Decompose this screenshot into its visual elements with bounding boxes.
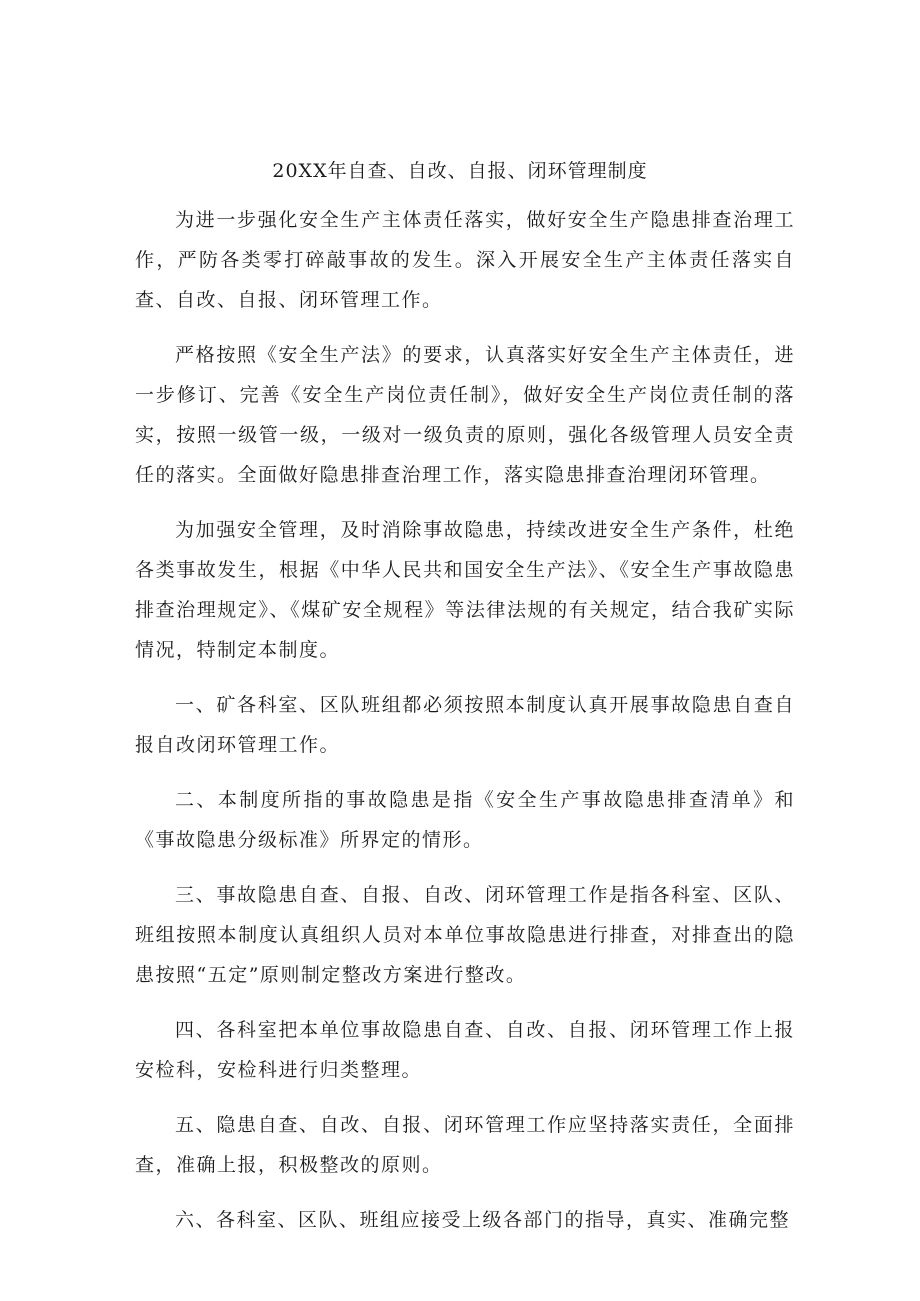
paragraph-article-2: 二、本制度所指的事故隐患是指《安全生产事故隐患排查清单》和《事故隐患分级标准》所界定的情形。 — [135, 789, 795, 851]
paragraph-article-6: 六、各科室、区队、班组应接受上级各部门的指导，真实、准确完整 — [175, 1209, 791, 1231]
paragraph-article-3: 三、事故隐患自查、自报、自改、闭环管理工作是指各科室、区队、班组按照本制度认真组织人员对本单位事故隐患进行排查，对排查出的隐患按照“五定”原则制定整改方案进行整改。 — [135, 884, 795, 986]
paragraph-article-5: 五、隐患自查、自改、自报、闭环管理工作应坚持落实责任，全面排查，准确上报，积极整改的原则。 — [135, 1114, 795, 1176]
paragraph-purpose: 为加强安全管理，及时消除事故隐患，持续改进安全生产条件，杜绝各类事故发生，根据《中华人民共和国安全生产法》、《安全生产事故隐患排查治理规定》、《煤矿安全规程》等法律法规的有关规定，结合我矿实际情况，特制定本制度。 — [135, 519, 795, 661]
paragraph-intro: 为进一步强化安全生产主体责任落实，做好安全生产隐患排查治理工作，严防各类零打碎敲事故的发生。深入开展安全生产主体责任落实自查、自改、自报、闭环管理工作。 — [135, 209, 795, 311]
paragraph-law-requirements: 严格按照《安全生产法》的要求，认真落实好安全生产主体责任，进一步修订、完善《安全生产岗位责任制》，做好安全生产岗位责任制的落实，按照一级管一级，一级对一级负责的原则，强化各级管理人员安全责任的落实。全面做好隐患排查治理工作，落实隐患排查治理闭环管理。 — [135, 344, 795, 486]
document-title: 20XX年自查、自改、自报、闭环管理制度 — [272, 160, 648, 182]
document-body — [135, 200, 795, 1255]
paragraph-article-1: 一、矿各科室、区队班组都必须按照本制度认真开展事故隐患自查自报自改闭环管理工作。 — [135, 694, 795, 756]
paragraph-article-4: 四、各科室把本单位事故隐患自查、自改、自报、闭环管理工作上报安检科，安检科进行归类整理。 — [135, 1019, 795, 1081]
